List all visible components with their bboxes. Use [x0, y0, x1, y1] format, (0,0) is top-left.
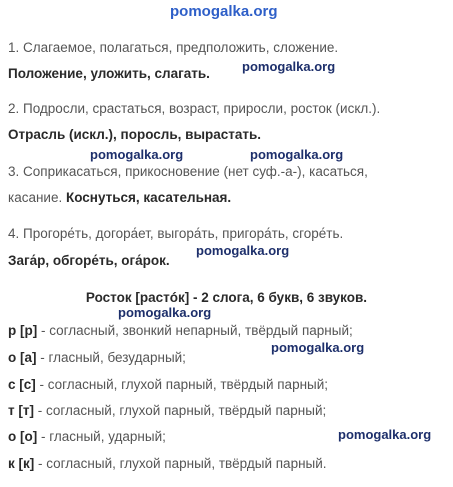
phoneme: к [к] [8, 456, 35, 471]
task-3-answer: Коснуться, касательная. [65, 190, 232, 205]
analysis-row [8, 429, 166, 444]
watermark: pomogalka.org [250, 147, 344, 162]
task-2-words: 2. Подросли, срастаться, возраст, приросли, росток (искл.). [8, 101, 381, 116]
watermark: pomogalka.org [118, 305, 212, 320]
watermark: pomogalka.org [338, 427, 432, 442]
task-2-answer: Отрасль (искл.), поросль, вырастать. [8, 127, 262, 142]
watermark: pomogalka.org [242, 59, 336, 74]
analysis-row [8, 350, 186, 365]
phoneme: с [с] [8, 377, 36, 392]
phoneme: о [о] [8, 429, 38, 444]
phoneme: р [р] [8, 323, 38, 338]
watermark: pomogalka.org [90, 147, 184, 162]
phoneme: о [а] [8, 350, 37, 365]
watermark: pomogalka.org [196, 243, 290, 258]
phoneme-description: - гласный, ударный; [37, 429, 166, 444]
phoneme-description: - согласный, глухой парный, твёрдый парный; [35, 377, 329, 392]
task-4-answer: Зага́р, обгоре́ть, ога́рок. [8, 253, 170, 268]
analysis-row [8, 377, 328, 392]
analysis-row [8, 456, 327, 471]
task-3-answer-line [8, 190, 231, 205]
phoneme-description: - согласный, звонкий непарный, твёрдый парный; [37, 323, 353, 338]
task-3-word: касание. [8, 190, 66, 205]
watermark: pomogalka.org [170, 3, 278, 20]
phoneme: т [т] [8, 403, 34, 418]
task-1-answer: Положение, уложить, слагать. [8, 66, 210, 81]
phoneme-description: - согласный, глухой парный, твёрдый парный. [34, 456, 327, 471]
analysis-heading: Росток [растóк] - 2 слога, 6 букв, 6 звуков. [85, 290, 368, 305]
task-1-words: 1. Слагаемое, полагаться, предположить, сложение. [8, 40, 339, 55]
phoneme-description: - согласный, глухой парный, твёрдый парный; [33, 403, 327, 418]
phoneme-description: - гласный, безударный; [36, 350, 186, 365]
analysis-row [8, 323, 353, 338]
watermark: pomogalka.org [271, 340, 365, 355]
analysis-row [8, 403, 326, 418]
task-4-words: 4. Прогоре́ть, догора́ет, выгора́ть, пригора́ть, сгоре́ть. [8, 226, 344, 241]
task-3-words: 3. Соприкасаться, прикосновение (нет суф.-а-), касаться, [8, 164, 368, 179]
